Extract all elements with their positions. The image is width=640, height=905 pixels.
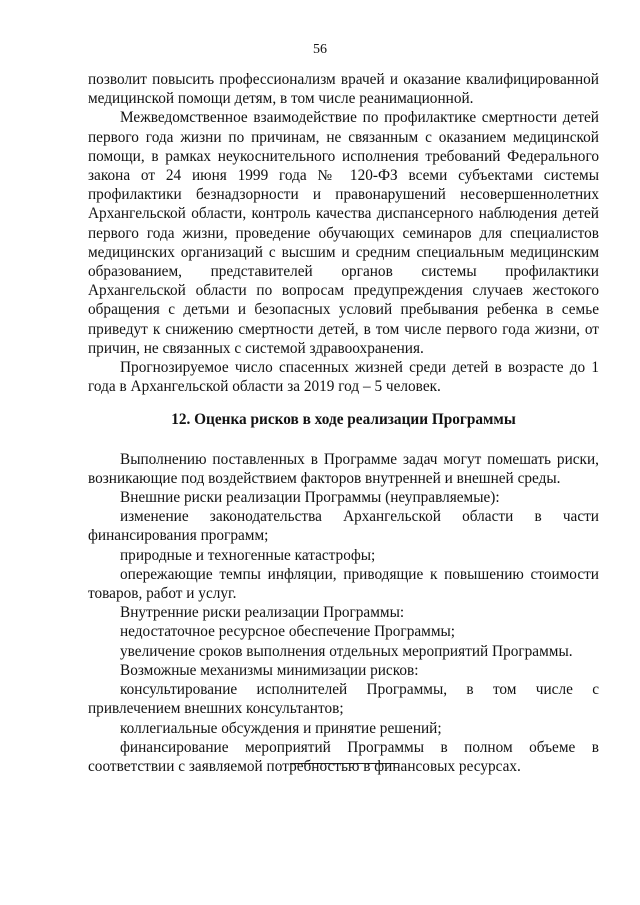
paragraph: Внутренние риски реализации Программы: (120, 604, 405, 622)
list-item: опережающие темпы инфляции, приводящие к повышению стоимости товаров, работ и услуг. (88, 565, 599, 603)
list-item: недостаточное ресурсное обеспечение Программы; (120, 623, 456, 641)
paragraph: Внешние риски реализации Программы (неуправляемые): (120, 489, 500, 507)
separator-line (290, 763, 398, 764)
list-item: консультирование исполнителей Программы, в том числе с привлечением внешних консультантов; (88, 681, 599, 718)
paragraph: Возможные механизмы минимизации рисков: (120, 661, 419, 679)
paragraph: Выполнению поставленных в Программе задач могут помешать риски, возникающие под воздействием факторов внутренней и внешней среды. (88, 450, 599, 487)
list-item: коллегиальные обсуждения и принятие решений; (120, 719, 442, 737)
list-item: финансирование мероприятий Программы в полном объеме в соответствии с заявляемой потребностью в финансовых ресурсах. (88, 738, 599, 775)
document-body (88, 70, 599, 776)
list-item: увеличение сроков выполнения отдельных мероприятий Программы. (120, 642, 573, 660)
page-number: 56 (313, 42, 327, 57)
paragraph: Межведомственное взаимодействие по профилактике смертности детей первого года жизни по причинам, не связанным с оказанием медицинской помощи, в рамках неукоснительного исполнения требований Федерального закона от 24 июня 1999 года № 120-ФЗ всеми субъектами системы профилактики безнадзорности и правонарушений несовершеннолетних Архангельской области, контроль качества диспансерного наблюдения детей первого года жизни, проведение обучающих семинаров для специалистов медицинских организаций с высшим и средним специальным медицинским образованием, представителей органов системы профилактики Архангельской области по вопросам предупреждения случаев жестокого обращения с детьми и безопасных условий пребывания ребенка в семье приведут к снижению смертности детей, в том числе первого года жизни, от причин, не связанных с системой здравоохранения. (88, 109, 599, 357)
paragraph: Прогнозируемое число спасенных жизней среди детей в возрасте до 1 года в Архангельской области за 2019 год – 5 человек. (88, 359, 599, 396)
list-item: природные и техногенные катастрофы; (120, 546, 376, 564)
section-heading: 12. Оценка рисков в ходе реализации Программы (171, 411, 516, 429)
paragraph: позволит повысить профессионализм врачей и оказание квалифицированной медицинской помощи детям, в том числе реанимационной. (88, 71, 599, 108)
list-item: изменение законодательства Архангельской области в части финансирования программ; (88, 508, 599, 545)
